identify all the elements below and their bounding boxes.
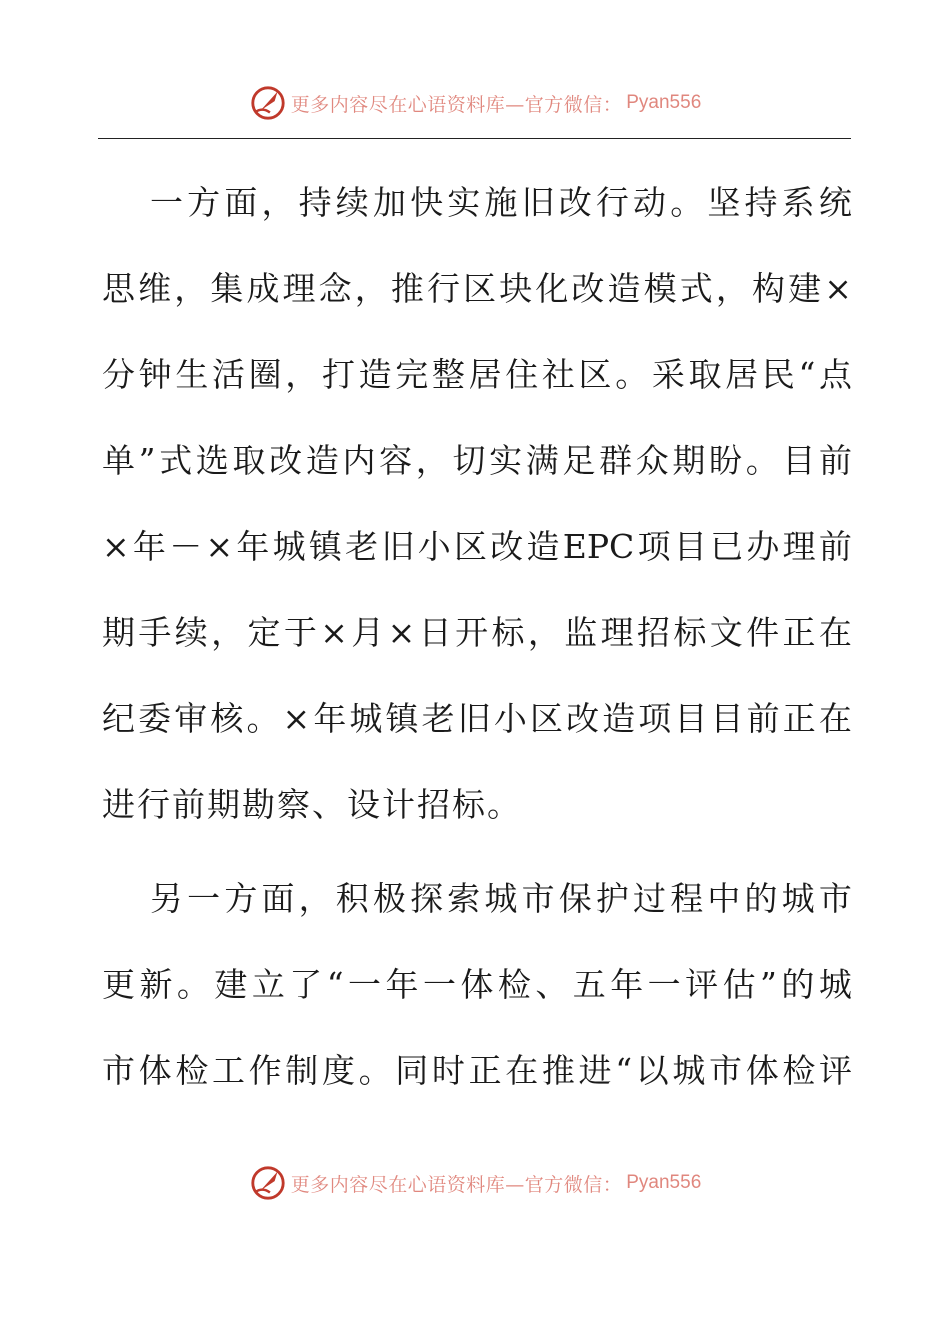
paragraph-2 (102, 856, 852, 1114)
quill-logo-icon (249, 1164, 287, 1202)
paragraph-line: 更 新 。 建 立 了 “ 一 年 一 体 检 、 五 年 一 评 估 ” 的 城 (102, 965, 852, 1004)
watermark-text: 更多内容尽在心语资料库—官方微信： (290, 93, 623, 116)
paragraph-line: 纪 委 审 核 。 × 年 城 镇 老 旧 小 区 改 造 项 目 目 前 正 在 (102, 699, 852, 738)
paragraph-line: 期 手 续 ， 定 于 × 月 × 日 开 标 ， 监 理 招 标 文 件 正 在 (102, 613, 852, 652)
paragraph-line: 一 方 面 ， 持 续 加 快 实 施 旧 改 行 动 。 坚 持 系 统 (150, 183, 852, 222)
watermark-wechat-id: Pyan556 (626, 92, 702, 113)
quill-logo-icon (249, 84, 287, 122)
watermark-text: 更多内容尽在心语资料库—官方微信： (290, 1173, 623, 1196)
watermark-wechat-id: Pyan556 (626, 1172, 702, 1193)
paragraph-line: 另 一 方 面 ， 积 极 探 索 城 市 保 护 过 程 中 的 城 市 (150, 879, 852, 918)
paragraph-line: 思 维 ， 集 成 理 念 ， 推 行 区 块 化 改 造 模 式 ， 构 建 × (102, 269, 852, 308)
header-watermark (0, 81, 950, 125)
paragraph-line: 进行前期勘察、设计招标。 (102, 785, 522, 824)
paragraph-1 (102, 160, 852, 848)
paragraph-line: 单 ” 式 选 取 改 造 内 容 ， 切 实 满 足 群 众 期 盼 。 目 前 (102, 441, 852, 480)
paragraph-line: 分 钟 生 活 圈 ， 打 造 完 整 居 住 社 区 。 采 取 居 民 “ 点 (102, 355, 852, 394)
paragraph-line: × 年 － × 年 城 镇 老 旧 小 区 改 造 EPC 项 目 已 办 理 前 (102, 527, 852, 566)
paragraph-line: 市 体 检 工 作 制 度 。 同 时 正 在 推 进 “ 以 城 市 体 检 评 (102, 1051, 852, 1090)
footer-watermark (0, 1161, 950, 1205)
header-rule (98, 138, 851, 139)
